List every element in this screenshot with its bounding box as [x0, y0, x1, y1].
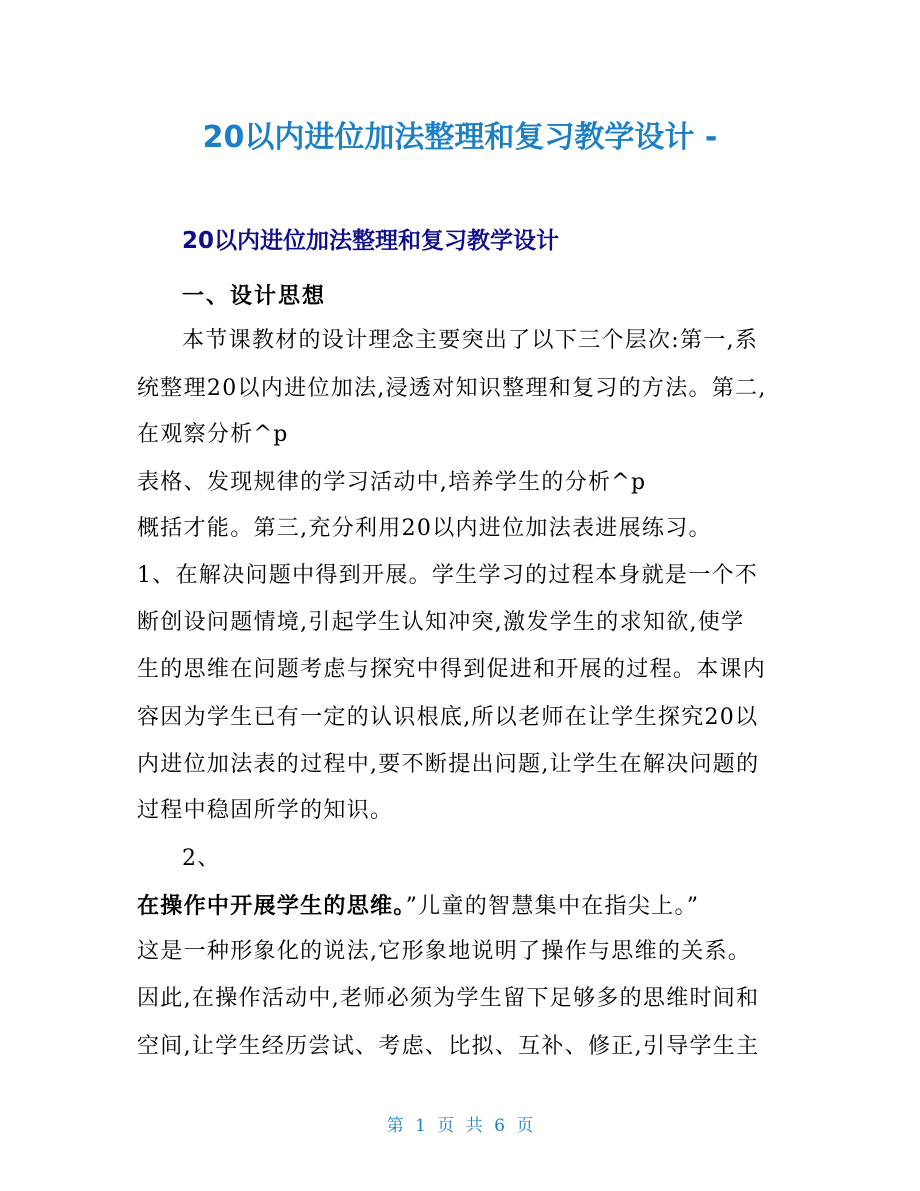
item-number: 2、: [182, 846, 221, 871]
item-heading-line: [137, 890, 699, 923]
document-title: 20以内进位加法整理和复习教学设计 -: [202, 120, 718, 155]
document-subtitle: 20以内进位加法整理和复习教学设计: [182, 228, 560, 254]
item-heading-quote: ”儿童的智慧集中在指尖上。”: [405, 894, 700, 919]
item-heading-bold: 在操作中开展学生的思维。: [137, 893, 406, 919]
paragraph-line: 因此,在操作活动中,老师必须为学生留下足够多的思维时间和: [137, 986, 760, 1011]
paragraph-line: 内进位加法表的过程中,要不断提出问题,让学生在解决问题的: [137, 752, 760, 777]
paragraph-line: 容因为学生已有一定的认识根底,所以老师在让学生探究20以: [137, 705, 759, 730]
paragraph-line: 表格、发现规律的学习活动中,培养学生的分析^p: [137, 470, 647, 495]
paragraph-line: 空间,让学生经历尝试、考虑、比拟、互补、修正,引导学生主: [137, 1034, 760, 1059]
paragraph-line: 这是一种形象化的说法,它形象地说明了操作与思维的关系。: [137, 939, 752, 964]
section-heading: 一、设计思想: [182, 283, 327, 309]
paragraph-line: 1、在解决问题中得到开展。学生学习的过程本身就是一个不: [137, 563, 759, 588]
paragraph-line: 过程中稳固所学的知识。: [137, 798, 394, 823]
paragraph-line: 生的思维在问题考虑与探究中得到促进和开展的过程。本课内: [137, 657, 767, 682]
paragraph-line: 本节课教材的设计理念主要突出了以下三个层次:第一,系: [182, 328, 759, 353]
paragraph-line: 统整理20以内进位加法,浸透对知识整理和复习的方法。第二,: [137, 376, 767, 401]
paragraph-line: 概括才能。第三,充分利用20以内进位加法表进展练习。: [137, 516, 712, 541]
page-number-footer: 第 1 页 共 6 页: [386, 1116, 534, 1136]
paragraph-line: 断创设问题情境,引起学生认知冲突,激发学生的求知欲,使学: [137, 610, 745, 635]
paragraph-line: 在观察分析^p: [137, 422, 289, 447]
